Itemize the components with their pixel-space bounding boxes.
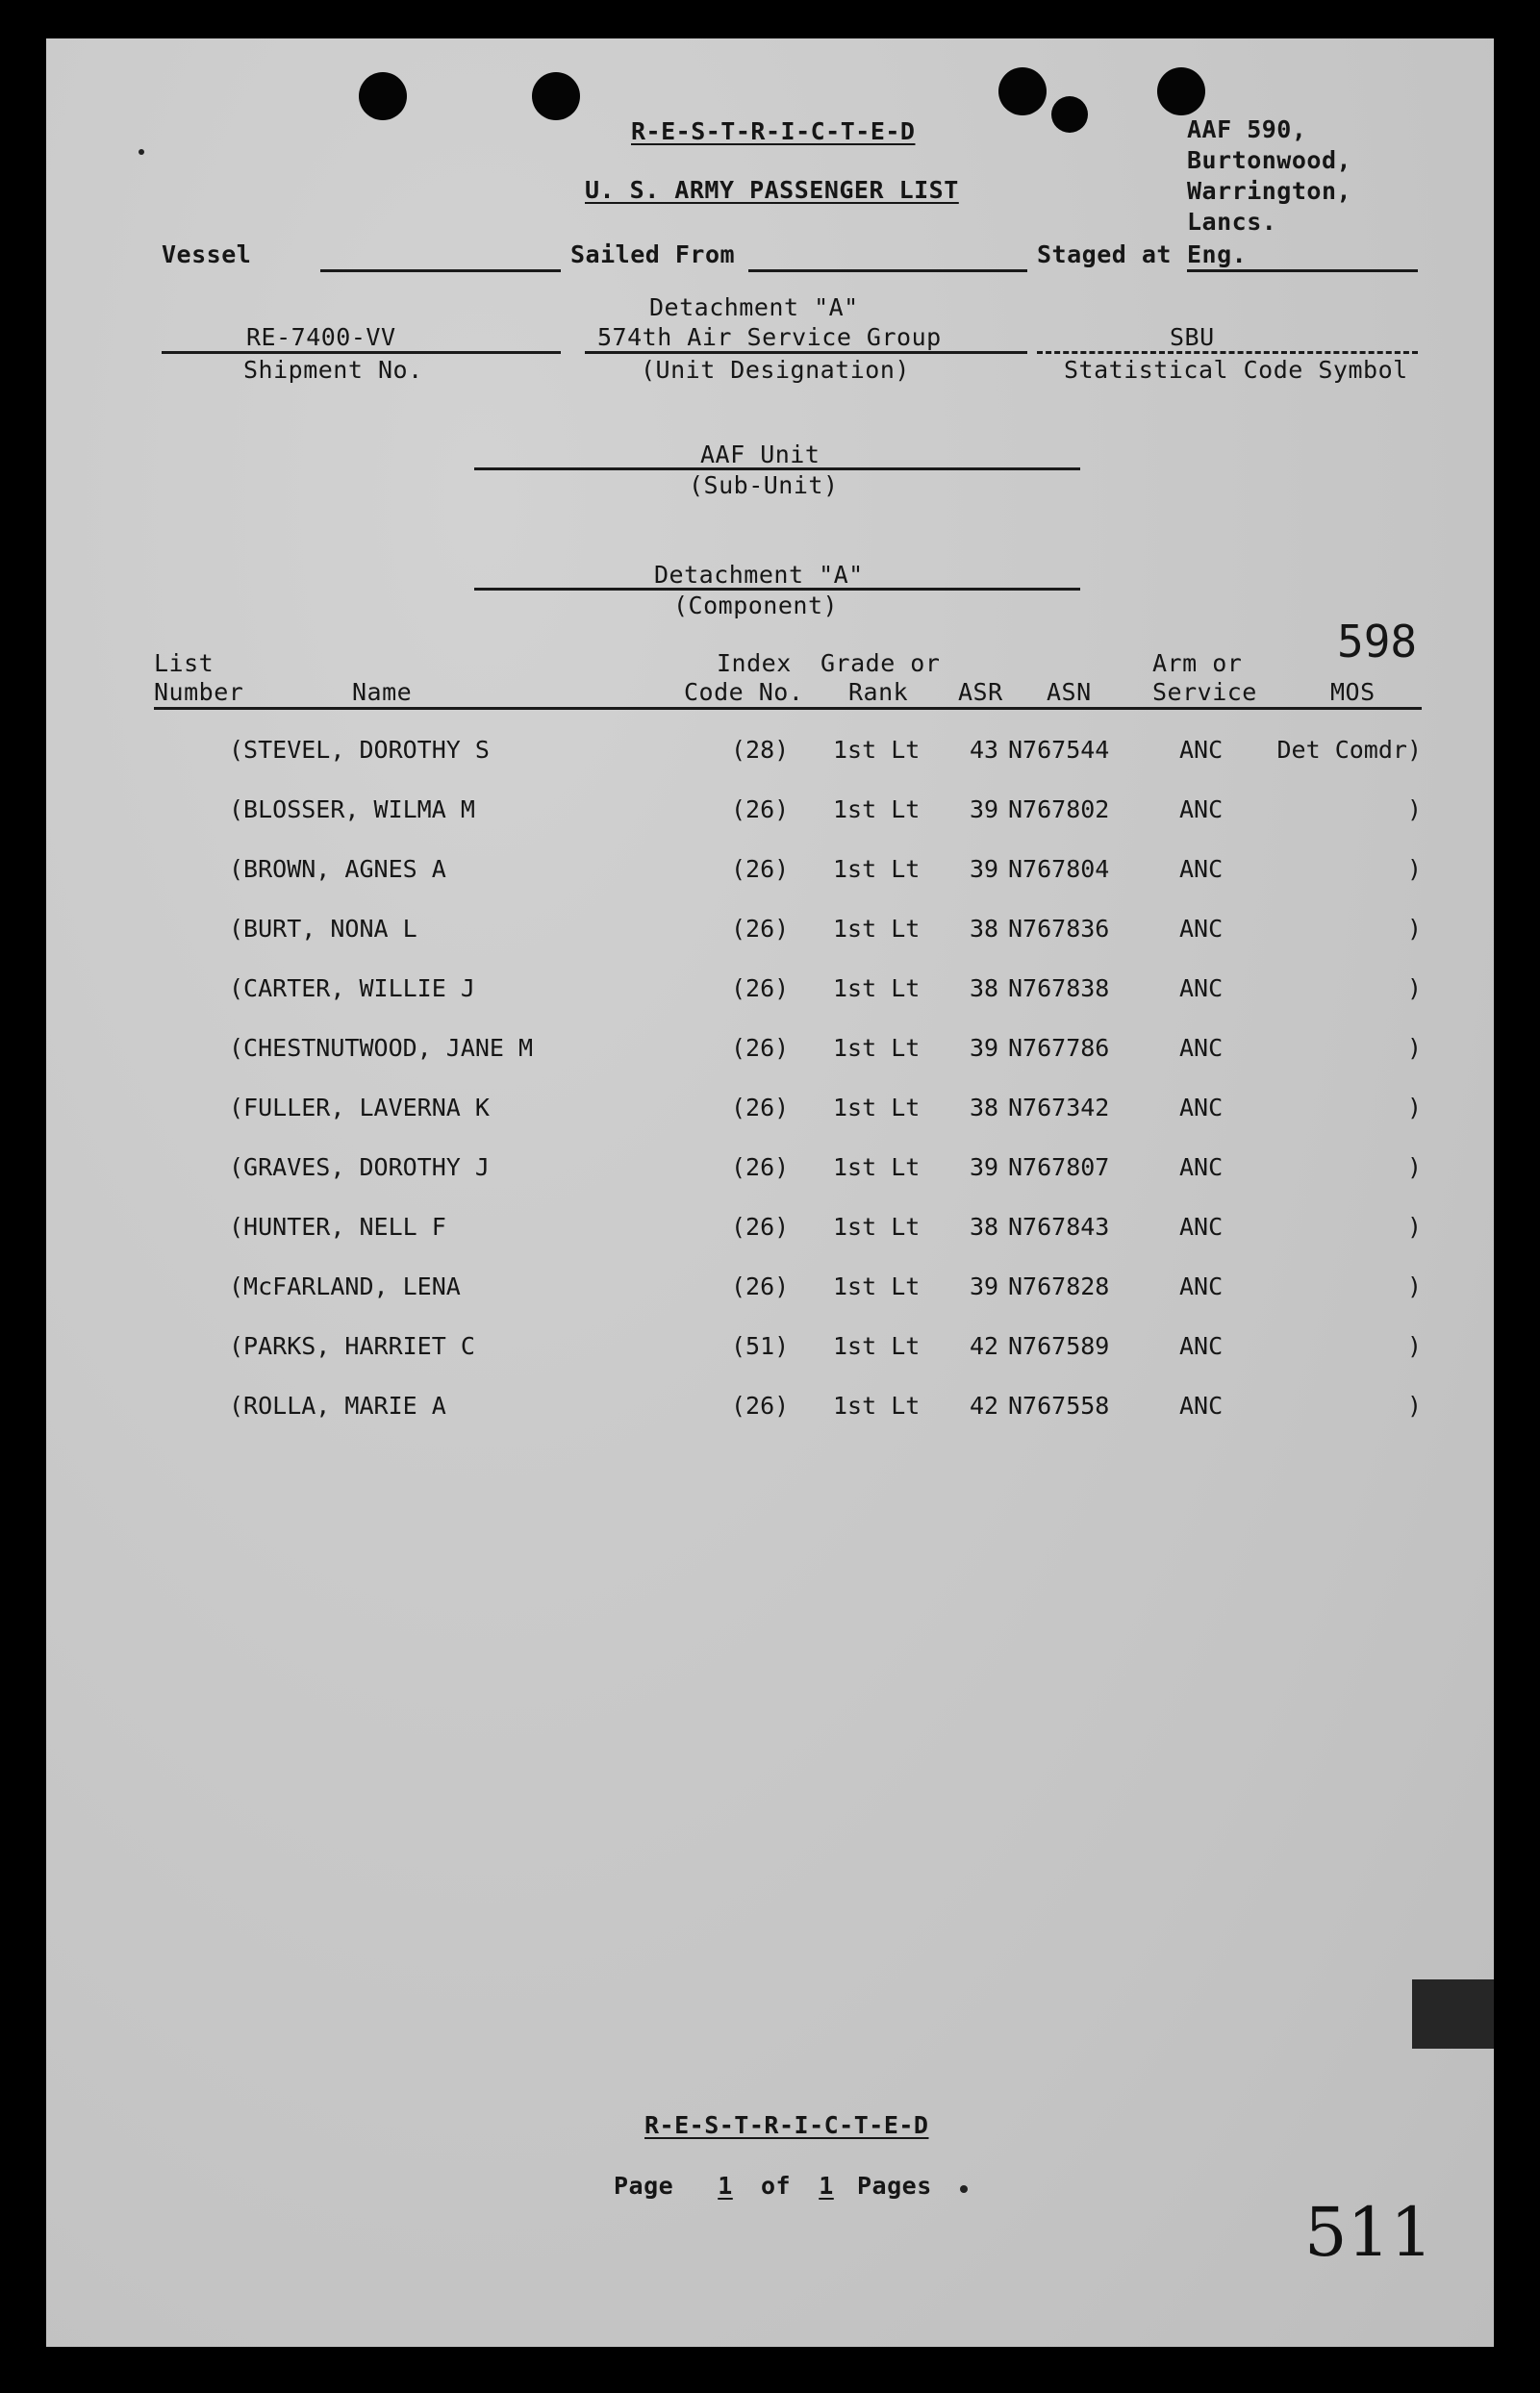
- cell-rank: 1st Lt: [833, 1213, 921, 1241]
- component-line: [474, 588, 1080, 591]
- cell-arm: ANC: [1179, 1094, 1224, 1121]
- cell-name: (BLOSSER, WILMA M: [229, 795, 475, 823]
- cell-name: (GRAVES, DOROTHY J: [229, 1153, 490, 1181]
- shipment-number-label: Shipment No.: [243, 356, 423, 384]
- cell-name: (CARTER, WILLIE J: [229, 974, 475, 1002]
- cell-name: (BROWN, AGNES A: [229, 855, 446, 883]
- punch-hole: [532, 72, 580, 120]
- ink-mark: [139, 149, 144, 155]
- unit-designation-line1: Detachment "A": [649, 293, 859, 321]
- cell-rank: 1st Lt: [833, 1272, 921, 1300]
- cell-mos: ): [1406, 795, 1422, 823]
- cell-asr: 38: [970, 1094, 999, 1121]
- cell-arm: ANC: [1179, 855, 1224, 883]
- cell-rank: 1st Lt: [833, 915, 921, 943]
- col-grade-1: Grade or: [820, 649, 941, 677]
- unit-designation-label: (Unit Designation): [641, 356, 910, 384]
- cell-mos: Det Comdr): [1276, 736, 1422, 764]
- statistical-code-label: Statistical Code Symbol: [1064, 356, 1408, 384]
- col-index-1: Index: [717, 649, 792, 677]
- table-row: [46, 855, 1494, 894]
- table-row: [46, 915, 1494, 953]
- station-line-2: Burtonwood,: [1187, 146, 1352, 174]
- cell-mos: ): [1406, 1332, 1422, 1360]
- shipment-number-line: [162, 351, 561, 354]
- cell-name: (PARKS, HARRIET C: [229, 1332, 475, 1360]
- page-total: 1: [819, 2172, 834, 2200]
- col-list-number-1: List: [154, 649, 215, 677]
- cell-name: (CHESTNUTWOOD, JANE M: [229, 1034, 534, 1062]
- punch-hole: [1051, 96, 1088, 133]
- sub-unit-line: [474, 467, 1080, 470]
- vessel-field-line: [320, 269, 561, 272]
- cell-name: (FULLER, LAVERNA K: [229, 1094, 490, 1121]
- handwritten-number: 511: [1304, 2193, 1433, 2272]
- cell-rank: 1st Lt: [833, 1332, 921, 1360]
- cell-arm: ANC: [1179, 1392, 1224, 1420]
- station-line-4: Lancs.: [1187, 208, 1277, 236]
- cell-asn: N767836: [1008, 915, 1110, 943]
- station-line-1: AAF 590,: [1187, 115, 1307, 143]
- sub-unit-label: (Sub-Unit): [689, 471, 839, 499]
- station-line-3: Warrington,: [1187, 177, 1352, 205]
- col-name: Name: [352, 678, 413, 706]
- cell-code: (28): [731, 736, 790, 764]
- cell-asr: 38: [970, 1213, 999, 1241]
- cell-asn: N767843: [1008, 1213, 1110, 1241]
- cell-asr: 38: [970, 915, 999, 943]
- cell-arm: ANC: [1179, 974, 1224, 1002]
- passenger-list-sheet: [46, 38, 1494, 2347]
- table-row: [46, 1272, 1494, 1311]
- punch-hole: [1157, 67, 1205, 115]
- cell-arm: ANC: [1179, 1034, 1224, 1062]
- page-number: 1: [718, 2172, 733, 2200]
- staged-at-field-line: [1187, 269, 1418, 272]
- cell-mos: ): [1406, 1153, 1422, 1181]
- cell-name: (STEVEL, DOROTHY S: [229, 736, 490, 764]
- vessel-label: Vessel: [162, 240, 252, 268]
- cell-code: (26): [731, 795, 790, 823]
- cell-code: (26): [731, 1094, 790, 1121]
- staged-at-label: Staged at: [1037, 240, 1172, 268]
- cell-code: (26): [731, 1272, 790, 1300]
- cell-mos: ): [1406, 974, 1422, 1002]
- table-row: [46, 1034, 1494, 1072]
- cell-arm: ANC: [1179, 1272, 1224, 1300]
- cell-rank: 1st Lt: [833, 855, 921, 883]
- statistical-code-line: [1037, 351, 1418, 354]
- table-row: [46, 1153, 1494, 1192]
- cell-code: (51): [731, 1332, 790, 1360]
- cell-rank: 1st Lt: [833, 736, 921, 764]
- cell-code: (26): [731, 974, 790, 1002]
- table-row: [46, 1094, 1494, 1132]
- cell-arm: ANC: [1179, 1153, 1224, 1181]
- classification-top: R-E-S-T-R-I-C-T-E-D: [631, 117, 916, 145]
- corner-page-number: 598: [1337, 616, 1418, 668]
- cell-name: (BURT, NONA L: [229, 915, 417, 943]
- col-grade-2: Rank: [848, 678, 909, 706]
- col-index-2: Code No.: [684, 678, 804, 706]
- cell-arm: ANC: [1179, 1213, 1224, 1241]
- component-value: Detachment "A": [654, 561, 864, 589]
- cell-asn: N767589: [1008, 1332, 1110, 1360]
- col-list-number-2: Number: [154, 678, 244, 706]
- cell-asr: 42: [970, 1332, 999, 1360]
- document-title: U. S. ARMY PASSENGER LIST: [585, 176, 959, 204]
- header-underline: [154, 707, 1422, 710]
- cell-arm: ANC: [1179, 795, 1224, 823]
- cell-mos: ): [1406, 915, 1422, 943]
- pages-word: Pages: [857, 2172, 932, 2200]
- cell-asn: N767828: [1008, 1272, 1110, 1300]
- cell-mos: ): [1406, 1213, 1422, 1241]
- cell-name: (McFARLAND, LENA: [229, 1272, 461, 1300]
- cell-asn: N767804: [1008, 855, 1110, 883]
- cell-rank: 1st Lt: [833, 974, 921, 1002]
- cell-asn: N767807: [1008, 1153, 1110, 1181]
- cell-asr: 42: [970, 1392, 999, 1420]
- cell-asr: 43: [970, 736, 999, 764]
- cell-code: (26): [731, 1034, 790, 1062]
- staged-at-value: Eng.: [1187, 240, 1248, 268]
- table-row: [46, 974, 1494, 1013]
- cell-rank: 1st Lt: [833, 795, 921, 823]
- cell-arm: ANC: [1179, 1332, 1224, 1360]
- edge-mark: [1412, 1979, 1494, 2049]
- unit-designation-line: [585, 351, 1027, 354]
- cell-asn: N767802: [1008, 795, 1110, 823]
- shipment-number-value: RE-7400-VV: [246, 323, 396, 351]
- table-row: [46, 795, 1494, 834]
- cell-mos: ): [1406, 1094, 1422, 1121]
- col-arm-1: Arm or: [1152, 649, 1243, 677]
- cell-asr: 39: [970, 1272, 999, 1300]
- cell-rank: 1st Lt: [833, 1034, 921, 1062]
- cell-arm: ANC: [1179, 736, 1224, 764]
- unit-designation-line2: 574th Air Service Group: [597, 323, 942, 351]
- cell-mos: ): [1406, 1034, 1422, 1062]
- cell-mos: ): [1406, 855, 1422, 883]
- cell-code: (26): [731, 855, 790, 883]
- cell-asr: 39: [970, 855, 999, 883]
- cell-asn: N767342: [1008, 1094, 1110, 1121]
- classification-bottom: R-E-S-T-R-I-C-T-E-D: [644, 2111, 929, 2139]
- col-asr: ASR: [958, 678, 1003, 706]
- table-row: [46, 1213, 1494, 1251]
- page-word: Page: [614, 2172, 674, 2200]
- cell-asn: N767786: [1008, 1034, 1110, 1062]
- cell-code: (26): [731, 1213, 790, 1241]
- col-arm-2: Service: [1152, 678, 1257, 706]
- cell-asn: N767558: [1008, 1392, 1110, 1420]
- cell-asn: N767544: [1008, 736, 1110, 764]
- cell-asr: 39: [970, 1034, 999, 1062]
- component-label: (Component): [673, 592, 839, 619]
- statistical-code-value: SBU: [1170, 323, 1215, 351]
- cell-code: (26): [731, 1153, 790, 1181]
- ink-mark: [960, 2185, 968, 2193]
- cell-mos: ): [1406, 1392, 1422, 1420]
- table-row: [46, 1332, 1494, 1371]
- cell-name: (ROLLA, MARIE A: [229, 1392, 446, 1420]
- sub-unit-value: AAF Unit: [700, 441, 820, 468]
- of-word: of: [761, 2172, 792, 2200]
- table-row: [46, 1392, 1494, 1430]
- sailed-from-label: Sailed From: [570, 240, 736, 268]
- cell-rank: 1st Lt: [833, 1153, 921, 1181]
- sailed-from-field-line: [748, 269, 1027, 272]
- punch-hole: [359, 72, 407, 120]
- cell-asr: 39: [970, 1153, 999, 1181]
- cell-asr: 38: [970, 974, 999, 1002]
- punch-hole: [998, 67, 1047, 115]
- cell-code: (26): [731, 915, 790, 943]
- table-row: [46, 736, 1494, 774]
- cell-arm: ANC: [1179, 915, 1224, 943]
- cell-code: (26): [731, 1392, 790, 1420]
- cell-mos: ): [1406, 1272, 1422, 1300]
- cell-rank: 1st Lt: [833, 1094, 921, 1121]
- col-asn: ASN: [1047, 678, 1092, 706]
- cell-name: (HUNTER, NELL F: [229, 1213, 446, 1241]
- cell-rank: 1st Lt: [833, 1392, 921, 1420]
- col-mos: MOS: [1330, 678, 1376, 706]
- cell-asn: N767838: [1008, 974, 1110, 1002]
- cell-asr: 39: [970, 795, 999, 823]
